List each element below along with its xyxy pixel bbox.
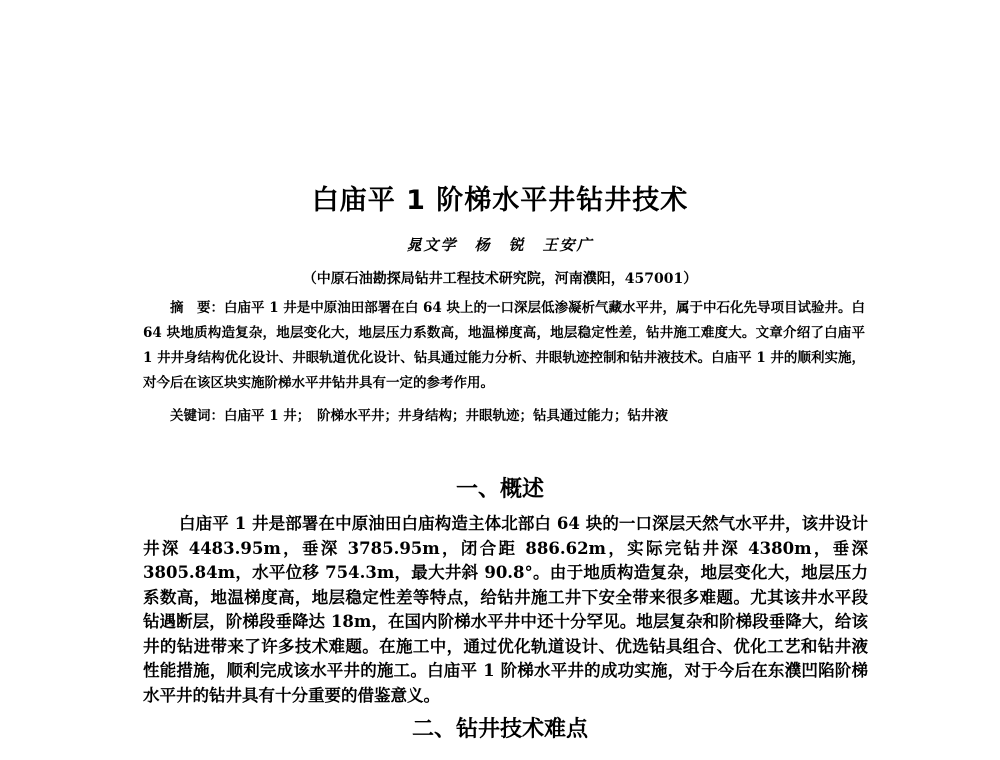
author-list: 晁文学 杨 锐 王安广 bbox=[406, 236, 594, 254]
abstract-label: 摘 要： bbox=[170, 300, 225, 316]
paper-title: 白庙平 1 阶梯水平井钻井技术 bbox=[311, 185, 689, 216]
overview-paragraph: 白庙平 1 井是部署在中原油田白庙构造主体北部白 64 块的一口深层天然气水平井，该井设计井深 4483.95m，垂深 3785.95m，闭合距 886.62m，实际完钻井深 4380m，垂深 3805.84m，水平位移 754.3m，最大井斜 90.8°。由于地质构造复杂，地层变化大，地层压力系数高，地温梯度高，地层稳定性差等特点，给钻井施工井下安全带来很多难题。尤其该井水平段钻遇断层，阶梯段垂降达 18m，在国内阶梯水平井中还十分罕见。地层复杂和阶梯段垂降大，给该井的钻进带来了许多技术难题。在施工中，通过优化轨道设计、优选钻具组合、优化工艺和钻井液性能措施，顺利完成该水平井的施工。白庙平 1 阶梯水平井的成功实施，对于今后在东濮凹陷阶梯水平井的钻井具有十分重要的借鉴意义。 bbox=[143, 514, 868, 705]
keywords bbox=[143, 404, 865, 429]
keywords-text: 白庙平 1 井； 阶梯水平井；井身结构；井眼轨迹；钻具通过能力；钻井液 bbox=[224, 408, 669, 424]
keywords-label: 关键词： bbox=[170, 408, 224, 424]
author-affiliation: （中原石油勘探局钻井工程技术研究院，河南濮阳，457001） bbox=[302, 271, 698, 287]
section-heading-drilling-difficulties: 二、钻井技术难点 bbox=[411, 716, 588, 742]
abstract bbox=[143, 296, 865, 396]
section-heading-overview: 一、概述 bbox=[455, 476, 544, 502]
abstract-text: 白庙平 1 井是中原油田部署在白 64 块上的一口深层低渗凝析气藏水平井，属于中石化先导项目试验井。白 64 块地质构造复杂，地层变化大，地层压力系数高，地温梯度高，地层稳定性差，钻井施工难度大。文章介绍了白庙平 1 井井身结构优化设计、井眼轨道优化设计、钻具通过能力分析、井眼轨迹控制和钻井液技术。白庙平 1 井的顺利实施，对今后在该区块实施阶梯水平井钻井具有一定的参考作用。 bbox=[143, 300, 866, 391]
